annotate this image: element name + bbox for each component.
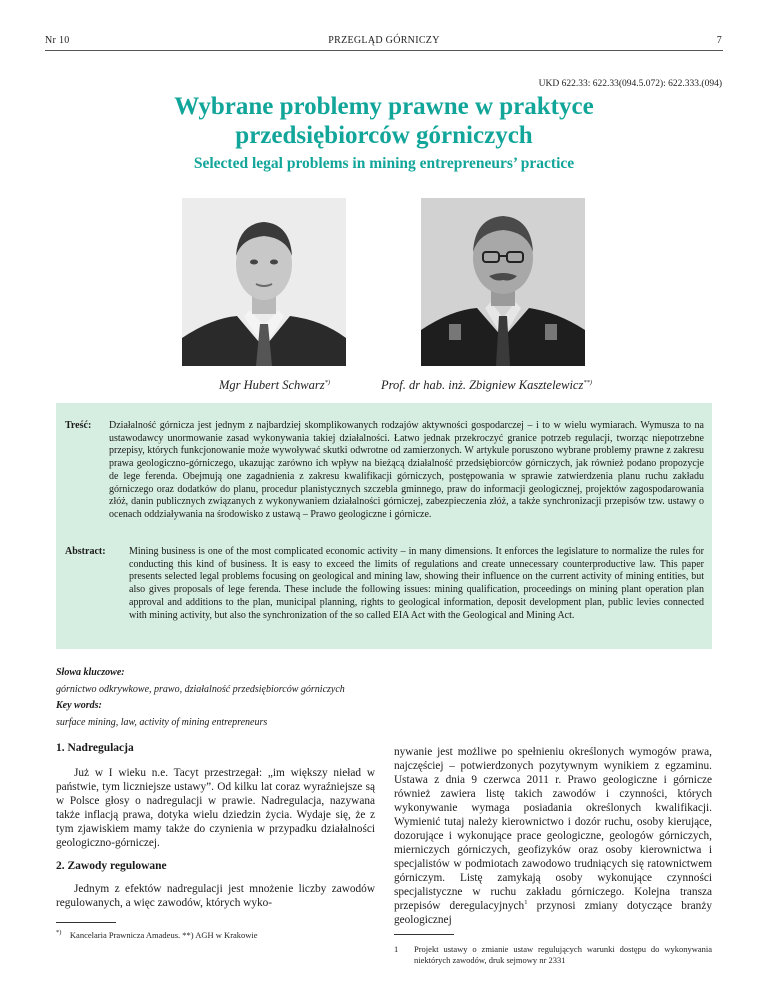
keywords-pl-label: Słowa kluczowe: <box>56 667 125 678</box>
issue-number: Nr 10 <box>45 35 70 46</box>
header-rule <box>45 50 723 51</box>
footnote-ref-1: 1 <box>524 899 528 907</box>
abstract-text: Mining business is one of the most complicated economic activity – in many dimensions. It enforces the legislature to normalize the rules for conducting this kind of business. It is easy to exceed the limits of regulations and create unnecessary counterproductive law. This paper presents selected legal problems focusing on geological and mining law, showing their influence on the current activity of mining entities, but also gives proposals of lege ferenda. These include the following issues: mining qualification, proceedings on mining plant operation plan approval and additions to the plan, municipal planning, rights to geological information, deposit development plan, public levies connected with mining activity, but also the synchronization of the so called EIA Act with the Geological and Mining Act. <box>129 546 704 621</box>
footnote-rule-left <box>56 922 116 923</box>
article-title-line-1: Wybrane problemy prawne w praktyce <box>174 93 594 120</box>
portrait-photo-icon <box>182 198 346 366</box>
section-1-paragraph: Już w I wieku n.e. Tacyt przestrzegał: „im większy nieład w państwie, tym liczniejsze ustawy”. Od kilku lat coraz wyraźniejsze są w Polsce głosy o nadregulacji w prawie. Nadregulacja, nazywana także inflacją prawa, dotyka wielu dziedzin życia. Wydaje się, że z tym zjawiskiem mamy także do czynienia w przypadku działalności geologiczno-górniczej. <box>56 767 375 849</box>
author-1-caption: Mgr Hubert Schwarz*) <box>219 378 330 392</box>
keywords-en-label: Key words: <box>56 700 102 711</box>
footnote-1-mark: 1 <box>394 944 399 954</box>
footnote-affiliations: *) Kancelaria Prawnicza Amadeus. **) AGH w Krakowie <box>56 929 258 940</box>
tresc-label: Treść: <box>65 420 92 431</box>
section-1-heading: 1. Nadregulacja <box>56 742 134 754</box>
section-2-heading: 2. Zawody regulowane <box>56 860 167 872</box>
keywords-pl-text: górnictwo odkrywkowe, prawo, działalność przedsiębiorców górniczych <box>56 684 345 695</box>
author-1-photo <box>182 198 346 366</box>
article-title-line-2: przedsiębiorców górniczych <box>235 122 533 149</box>
ukd-classification: UKD 622.33: 622.33(094.5.072): 622.333.(094) <box>538 79 722 89</box>
author-2-photo <box>421 198 585 366</box>
keywords-en-text: surface mining, law, activity of mining entrepreneurs <box>56 717 268 728</box>
footnote-1-text: Projekt ustawy o zmianie ustaw regulujących warunki dostępu do wykonywania niektórych zawodów, druk sejmowy nr 2331 <box>414 944 712 965</box>
column-2-paragraph: nywanie jest możliwe po spełnieniu określonych wymogów prawa, najczęściej – potwierdzonych pozytywnym wynikiem z egzaminu. Ustawa z dnia 9 czerwca 2011 r. Prawo geologiczne i górnicze również zawiera listę takich zawodów i czynności, których wykonywanie wymaga posiadania określonych kwalifikacji. Wymienić tutaj należy kierownictwo i dozór ruchu, osoby kierujące, dozorujące i wykonujące prace geologiczne, geologów górniczych, mierniczych górniczych, geofizyków oraz osoby kierownictwa i specjalistów w podmiotach zawodowo trudniących się ratownictwem górniczym. Listę zamykają osoby wykonujące czynności specjalistyczne w ruchu zakładu górniczego. Kolejna transza przepisów deregulacyjnych$^1$ przynosi zmiany dotyczące branży geologicznej <box>394 746 712 926</box>
page-number: 7 <box>716 35 722 46</box>
article-title <box>0 92 768 150</box>
article-subtitle-en: Selected legal problems in mining entrepreneurs’ practice <box>193 155 575 172</box>
portrait-photo-icon <box>421 198 585 366</box>
section-2-paragraph: Jednym z efektów nadregulacji jest mnożenie liczby zawodów regulowanych, a więc zawodów, których wyko- <box>56 883 375 909</box>
author-2-caption: Prof. dr hab. inż. Zbigniew Kasztelewicz**) <box>381 378 592 392</box>
journal-name: PRZEGLĄD GÓRNICZY <box>328 35 440 46</box>
abstract-label: Abstract: <box>65 546 106 557</box>
tresc-text: Działalność górnicza jest jednym z najbardziej skomplikowanych rodzajów aktywności gospodarczej – i to w wielu wymiarach. Wymusza to na ustawodawcy unormowanie zasad wykonywania takiej działalności. Łatwo jednak przekroczyć granice potrzeb regulacji, tworząc niepotrzebne przepisy, których funkcjonowanie może wywoływać skutki odwrotne od zamierzonych. W artykule poruszono wybrane problemy prawne z zakresu prawa geologiczno-górniczego, ukazując zarówno ich wpływ na bieżącą działalność przedsiębiorców górniczych, jak również podano propozycje de lege ferenda. Obejmują one zagadnienia z zakresu kwalifikacji górniczych, postępowania w sprawie zatwierdzenia planu ruchu zakładu górniczego oraz dodatków do planu, procedur planistycznych szczebla gminnego, praw do informacji geologicznej, projektów zagospodarowania złóż, danin publicznych związanych z wykonywaniem działalności górniczej, zabezpieczenia złóż, a także synchronizacji przepisów tzw. ustawy o ocenach oddziaływania na środowisko z ustawą – Prawo geologiczne i górnicze. <box>109 420 704 520</box>
footnote-rule-right <box>394 934 454 935</box>
